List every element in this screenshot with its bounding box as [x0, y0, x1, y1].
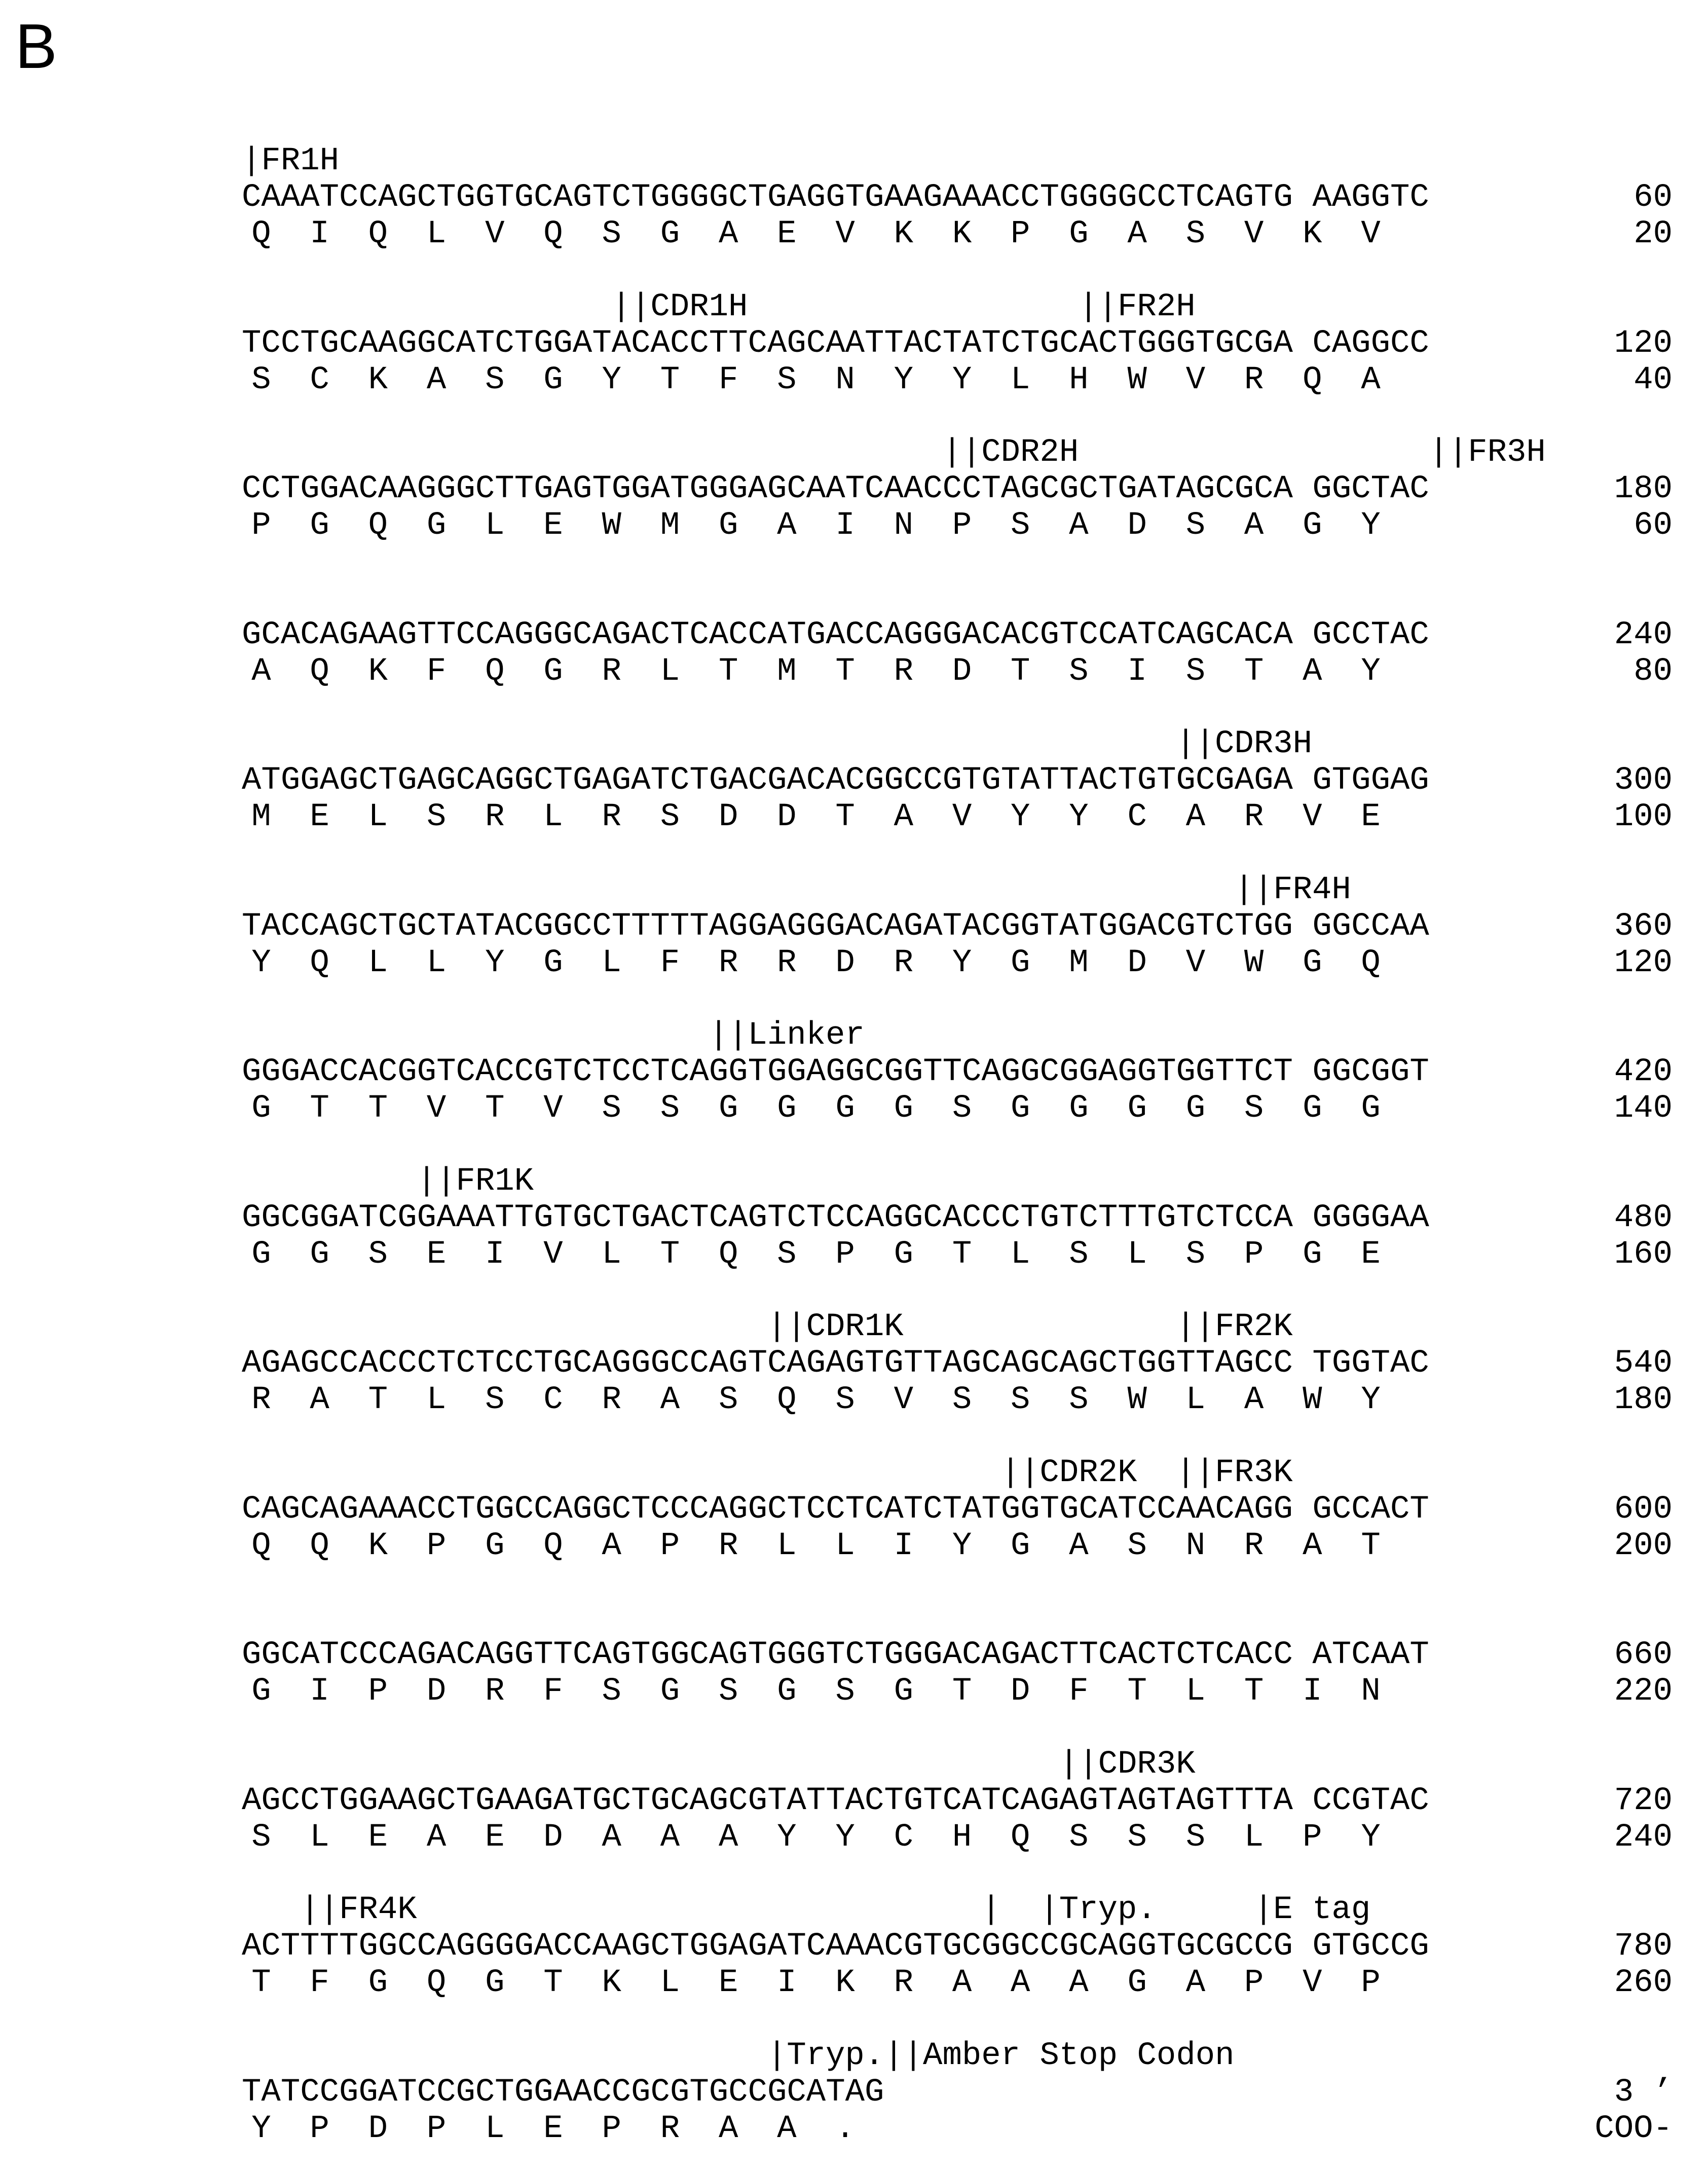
aa-end-position: 200 [1614, 1527, 1673, 1564]
region-annotation: |Tryp. [1039, 1892, 1157, 1928]
nt-end-position: 480 [1614, 1199, 1673, 1236]
region-annotation: ||FR3H [1429, 434, 1546, 471]
region-annotation: ||CDR1H [611, 288, 748, 325]
nucleotide-sequence: ACTTTTGGCCAGGGGACCAAGCTGGAGATCAAACGTGCGGCCGCAGGTGCGCCG GTGCCG [242, 1928, 1429, 1965]
aa-end-position: 100 [1614, 799, 1673, 835]
amino-acid-sequence: G I P D R F S G S G S G T D F T L T I N [251, 1673, 1381, 1710]
nucleotide-sequence: CAGCAGAAACCTGGCCAGGCTCCCAGGCTCCTCATCTATGGTGCATCCAACAGG GCCACT [242, 1491, 1429, 1528]
nt-end-position: 780 [1614, 1928, 1673, 1965]
amino-acid-sequence: G G S E I V L T Q S P G T L S L S P G E [251, 1236, 1381, 1273]
nucleotide-sequence: GGGACCACGGTCACCGTCTCCTCAGGTGGAGGCGGTTCAGGCGGAGGTGGTTCT GGCGGT [242, 1054, 1429, 1090]
nt-end-position: 360 [1614, 908, 1673, 945]
region-annotation: ||CDR2K [1000, 1454, 1137, 1491]
region-annotation: |Tryp.||Amber Stop Codon [767, 2037, 1235, 2074]
region-annotation: ||CDR2H [942, 434, 1079, 471]
panel-label: B [15, 12, 57, 82]
region-annotation: ||FR3K [1176, 1454, 1293, 1491]
aa-end-position: 220 [1614, 1673, 1673, 1710]
amino-acid-sequence: A Q K F Q G R L T M T R D T S I S T A Y [251, 653, 1381, 690]
region-annotation: ||FR2K [1176, 1309, 1293, 1345]
region-annotation: ||Linker [709, 1017, 865, 1054]
amino-acid-sequence: Y P D P L E P R A A . [251, 2110, 855, 2147]
nucleotide-sequence: ATGGAGCTGAGCAGGCTGAGATCTGACGACACGGCCGTGTATTACTGTGCGAGA GTGGAG [242, 762, 1429, 799]
region-annotation: |E tag [1253, 1892, 1371, 1928]
aa-end-position: COO- [1594, 2110, 1673, 2147]
aa-end-position: 240 [1614, 1819, 1673, 1856]
nucleotide-sequence: TCCTGCAAGGCATCTGGATACACCTTCAGCAATTACTATCTGCACTGGGTGCGA CAGGCC [242, 325, 1429, 362]
aa-end-position: 60 [1633, 507, 1673, 544]
nt-end-position: 720 [1614, 1782, 1673, 1819]
nt-end-position: 120 [1614, 325, 1673, 362]
nucleotide-sequence: AGAGCCACCCTCTCCTGCAGGGCCAGTCAGAGTGTTAGCAGCAGCTGGTTAGCC TGGTAC [242, 1345, 1429, 1382]
amino-acid-sequence: Q I Q L V Q S G A E V K K P G A S V K V [251, 216, 1381, 252]
nucleotide-sequence: GGCATCCCAGACAGGTTCAGTGGCAGTGGGTCTGGGACAGACTTCACTCTCACC ATCAAT [242, 1637, 1429, 1673]
aa-end-position: 180 [1614, 1382, 1673, 1418]
aa-end-position: 80 [1633, 653, 1673, 690]
region-annotation: ||FR1K [417, 1163, 534, 1200]
region-annotation: ||FR2H [1079, 288, 1196, 325]
nt-end-position: 660 [1614, 1637, 1673, 1673]
amino-acid-sequence: T F G Q G T K L E I K R A A A G A P V P [251, 1965, 1381, 2001]
amino-acid-sequence: M E L S R L R S D D T A V Y Y C A R V E [251, 799, 1381, 835]
nucleotide-sequence: TACCAGCTGCTATACGGCCTTTTTAGGAGGGACAGATACGGTATGGACGTCTGG GGCCAA [242, 908, 1429, 945]
region-annotation: ||CDR1K [767, 1309, 904, 1345]
region-annotation: ||CDR3K [1059, 1746, 1196, 1783]
aa-end-position: 40 [1633, 361, 1673, 398]
amino-acid-sequence: P G Q G L E W M G A I N P S A D S A G Y [251, 507, 1381, 544]
nucleotide-sequence: GCACAGAAGTTCCAGGGCAGACTCACCATGACCAGGGACACGTCCATCAGCACA GCCTAC [242, 616, 1429, 653]
amino-acid-sequence: R A T L S C R A S Q S V S S S W L A W Y [251, 1382, 1381, 1418]
nt-end-position: 180 [1614, 471, 1673, 507]
amino-acid-sequence: S L E A E D A A A Y Y C H Q S S S L P Y [251, 1819, 1381, 1856]
nt-end-position: 420 [1614, 1054, 1673, 1090]
nucleotide-sequence: AGCCTGGAAGCTGAAGATGCTGCAGCGTATTACTGTCATCAGAGTAGTAGTTTA CCGTAC [242, 1782, 1429, 1819]
aa-end-position: 20 [1633, 216, 1673, 252]
nt-end-position: 3 ’ [1614, 2074, 1673, 2111]
amino-acid-sequence: G T T V T V S S G G G G S G G G G S G G [251, 1090, 1381, 1127]
region-annotation: ||FR4H [1234, 871, 1351, 908]
amino-acid-sequence: Y Q L L Y G L F R R D R Y G M D V W G Q [251, 944, 1381, 981]
nt-end-position: 600 [1614, 1491, 1673, 1528]
aa-end-position: 160 [1614, 1236, 1673, 1273]
aa-end-position: 140 [1614, 1090, 1673, 1127]
region-annotation: |FR1H [242, 143, 340, 179]
nt-end-position: 240 [1614, 616, 1673, 653]
nt-end-position: 540 [1614, 1345, 1673, 1382]
aa-end-position: 260 [1614, 1965, 1673, 2001]
aa-end-position: 120 [1614, 944, 1673, 981]
nucleotide-sequence: TATCCGGATCCGCTGGAACCGCGTGCCGCATAG [242, 2074, 884, 2111]
amino-acid-sequence: Q Q K P G Q A P R L L I Y G A S N R A T [251, 1527, 1381, 1564]
nucleotide-sequence: GGCGGATCGGAAATTGTGCTGACTCAGTCTCCAGGCACCCTGTCTTTGTCTCCA GGGGAA [242, 1199, 1429, 1236]
nucleotide-sequence: CCTGGACAAGGGCTTGAGTGGATGGGAGCAATCAACCCTAGCGCTGATAGCGCA GGCTAC [242, 471, 1429, 507]
nucleotide-sequence: CAAATCCAGCTGGTGCAGTCTGGGGCTGAGGTGAAGAAACCTGGGGCCTCAGTG AAGGTC [242, 179, 1429, 216]
amino-acid-sequence: S C K A S G Y T F S N Y Y L H W V R Q A [251, 361, 1381, 398]
region-annotation: ||FR4K [300, 1892, 417, 1928]
region-annotation: | [981, 1892, 1001, 1928]
region-annotation: ||CDR3H [1176, 726, 1313, 762]
nt-end-position: 60 [1633, 179, 1673, 216]
nt-end-position: 300 [1614, 762, 1673, 799]
